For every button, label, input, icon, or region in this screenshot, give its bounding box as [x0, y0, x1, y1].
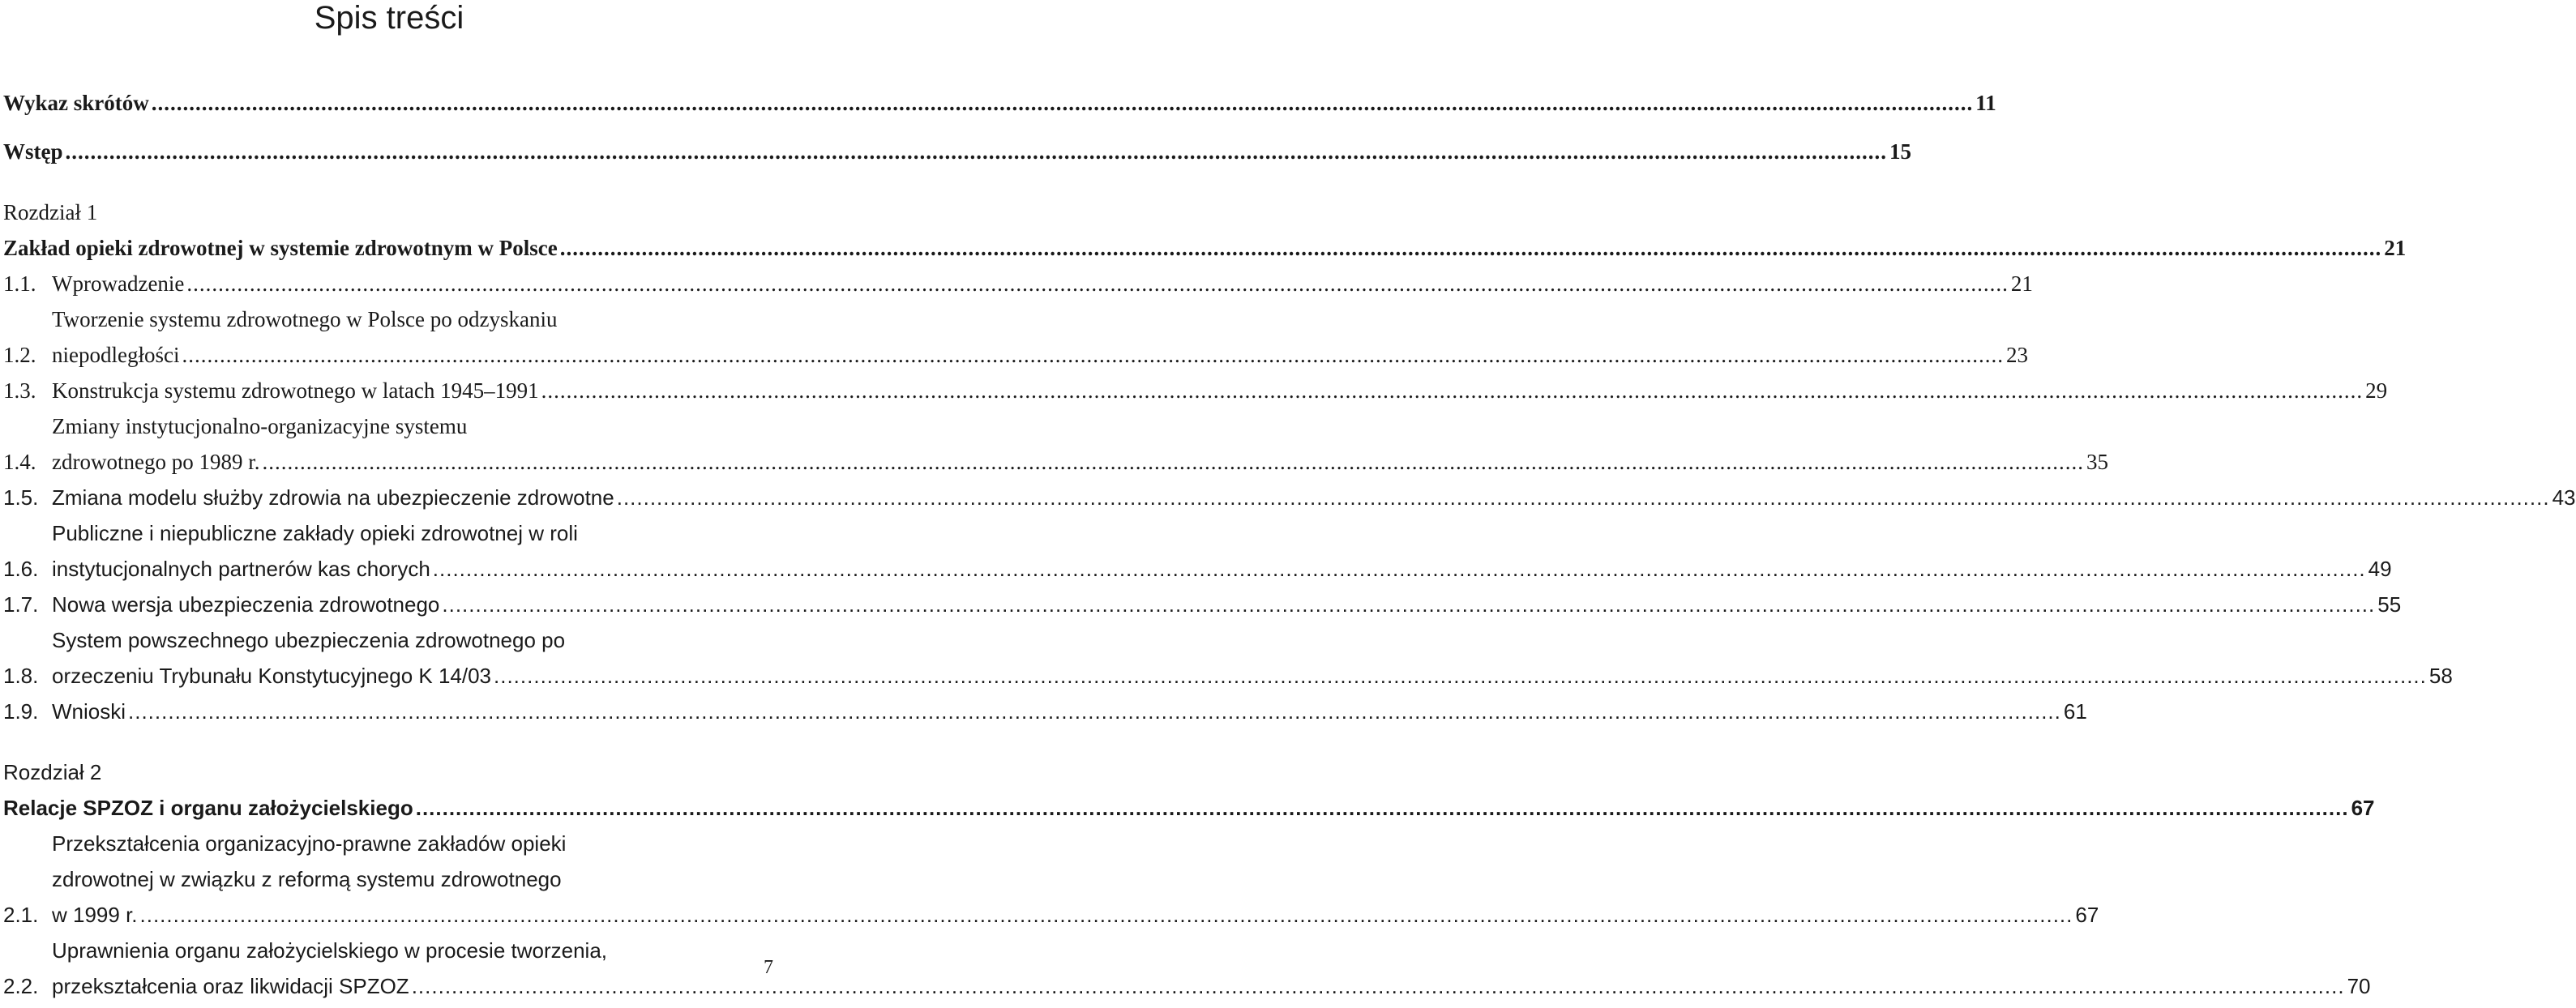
section-number: 1.3. — [3, 378, 36, 403]
section-title: Publiczne i niepubliczne zakłady opieki zdrowotnej w roli — [52, 521, 578, 545]
section-title-cont: przekształcenia oraz likwidacji SPZOZ — [52, 974, 409, 998]
dot-leader — [442, 591, 2375, 619]
dot-leader — [152, 89, 1974, 117]
dot-leader — [66, 138, 1888, 166]
section-1-2[interactable] — [3, 305, 2028, 369]
page-title: Spis treści — [314, 0, 464, 36]
section-page: 58 — [2428, 664, 2453, 688]
section-number: 1.1. — [3, 271, 36, 296]
section-title: Nowa wersja ubezpieczenia zdrowotnego — [52, 592, 440, 617]
section-1-5[interactable] — [3, 484, 2576, 512]
section-page: 23 — [2005, 343, 2028, 367]
toc-entry-page: 15 — [1889, 139, 1911, 164]
dot-leader — [186, 270, 2009, 298]
section-page: 35 — [2086, 450, 2108, 474]
section-1-6[interactable] — [3, 519, 2392, 583]
toc-entry-text: Wykaz skrótów — [3, 91, 149, 115]
page-number: 7 — [764, 957, 773, 978]
section-2-2[interactable] — [3, 937, 2371, 1001]
dot-leader — [140, 901, 2073, 929]
toc-entry-page: 21 — [2384, 236, 2407, 260]
dot-leader — [494, 662, 2427, 690]
toc-entry-text: Zakład opieki zdrowotnej w systemie zdrowotnym w Polsce — [3, 236, 558, 260]
toc-entry-abbreviations[interactable] — [3, 89, 1996, 117]
section-number: 1.7. — [3, 592, 39, 617]
section-title: Wprowadzenie — [52, 271, 185, 296]
section-1-3[interactable] — [3, 377, 2388, 405]
section-1-8[interactable] — [3, 626, 2453, 690]
section-page: 70 — [2347, 974, 2371, 998]
chapter-2-sections — [3, 830, 2371, 1001]
section-title-cont: instytucjonalnych partnerów kas chorych — [52, 557, 430, 581]
toc-entry-introduction[interactable] — [3, 138, 1911, 166]
section-title: Uprawnienia organu założycielskiego w procesie tworzenia, — [52, 938, 608, 963]
section-title: Zmiana modelu służby zdrowia na ubezpieczenie zdrowotne — [52, 485, 614, 510]
section-title-cont: zdrowotnej w związku z reformą systemu zdrowotnego — [52, 867, 562, 891]
toc-entry-page: 67 — [2351, 796, 2375, 820]
toc-entry-page: 11 — [1975, 91, 1996, 115]
section-title-cont: orzeczeniu Trybunału Konstytucyjnego K 14/03 — [52, 664, 492, 688]
section-title-cont: w 1999 r. — [52, 903, 138, 927]
section-page: 49 — [2368, 557, 2392, 581]
section-page: 55 — [2377, 592, 2402, 617]
section-title: Tworzenie systemu zdrowotnego w Polsce po odzyskaniu — [52, 307, 558, 331]
section-2-1[interactable] — [3, 830, 2099, 929]
section-page: 21 — [2010, 271, 2033, 296]
section-page: 43 — [2552, 485, 2576, 510]
section-page: 61 — [2063, 699, 2087, 724]
dot-leader — [541, 377, 2364, 405]
dot-leader — [433, 555, 2366, 583]
dot-leader — [416, 794, 2349, 822]
chapter-2-title[interactable] — [3, 794, 2375, 822]
section-title: Wnioski — [52, 699, 126, 724]
dot-leader — [560, 234, 2382, 263]
dot-leader — [412, 972, 2345, 1001]
section-title-cont: zdrowotnego po 1989 r. — [52, 450, 260, 474]
chapter-1-label: Rozdział 1 — [3, 200, 98, 224]
dot-leader — [617, 484, 2550, 512]
dot-leader — [262, 448, 2084, 476]
section-number: 1.4. — [3, 450, 36, 474]
chapter-1-sections — [3, 270, 2576, 726]
section-title: System powszechnego ubezpieczenia zdrowotnego po — [52, 628, 566, 652]
dot-leader — [128, 698, 2061, 726]
section-number: 2.1. — [3, 903, 39, 927]
dot-leader — [182, 341, 2004, 369]
section-page: 29 — [2365, 378, 2388, 403]
section-number: 1.5. — [3, 485, 39, 510]
section-1-7[interactable] — [3, 591, 2402, 619]
section-1-4[interactable] — [3, 412, 2108, 476]
toc-entry-text: Wstęp — [3, 139, 63, 164]
section-number: 1.8. — [3, 664, 39, 688]
section-title: Konstrukcja systemu zdrowotnego w latach 1945–1991 — [52, 378, 539, 403]
chapter-2-label: Rozdział 2 — [3, 760, 102, 784]
section-number: 2.2. — [3, 974, 39, 998]
table-of-contents — [3, 89, 2576, 1008]
section-1-1[interactable] — [3, 270, 2033, 298]
section-page: 67 — [2075, 903, 2099, 927]
chapter-1-title[interactable] — [3, 234, 2407, 263]
section-number: 1.9. — [3, 699, 39, 724]
section-number: 1.2. — [3, 343, 36, 367]
section-title: Zmiany instytucjonalno-organizacyjne systemu — [52, 414, 468, 438]
section-title: Przekształcenia organizacyjno-prawne zakładów opieki — [52, 831, 567, 856]
section-title-cont: niepodległości — [52, 343, 180, 367]
section-number: 1.6. — [3, 557, 39, 581]
toc-entry-text: Relacje SPZOZ i organu założycielskiego — [3, 796, 413, 820]
section-1-9[interactable] — [3, 698, 2087, 726]
